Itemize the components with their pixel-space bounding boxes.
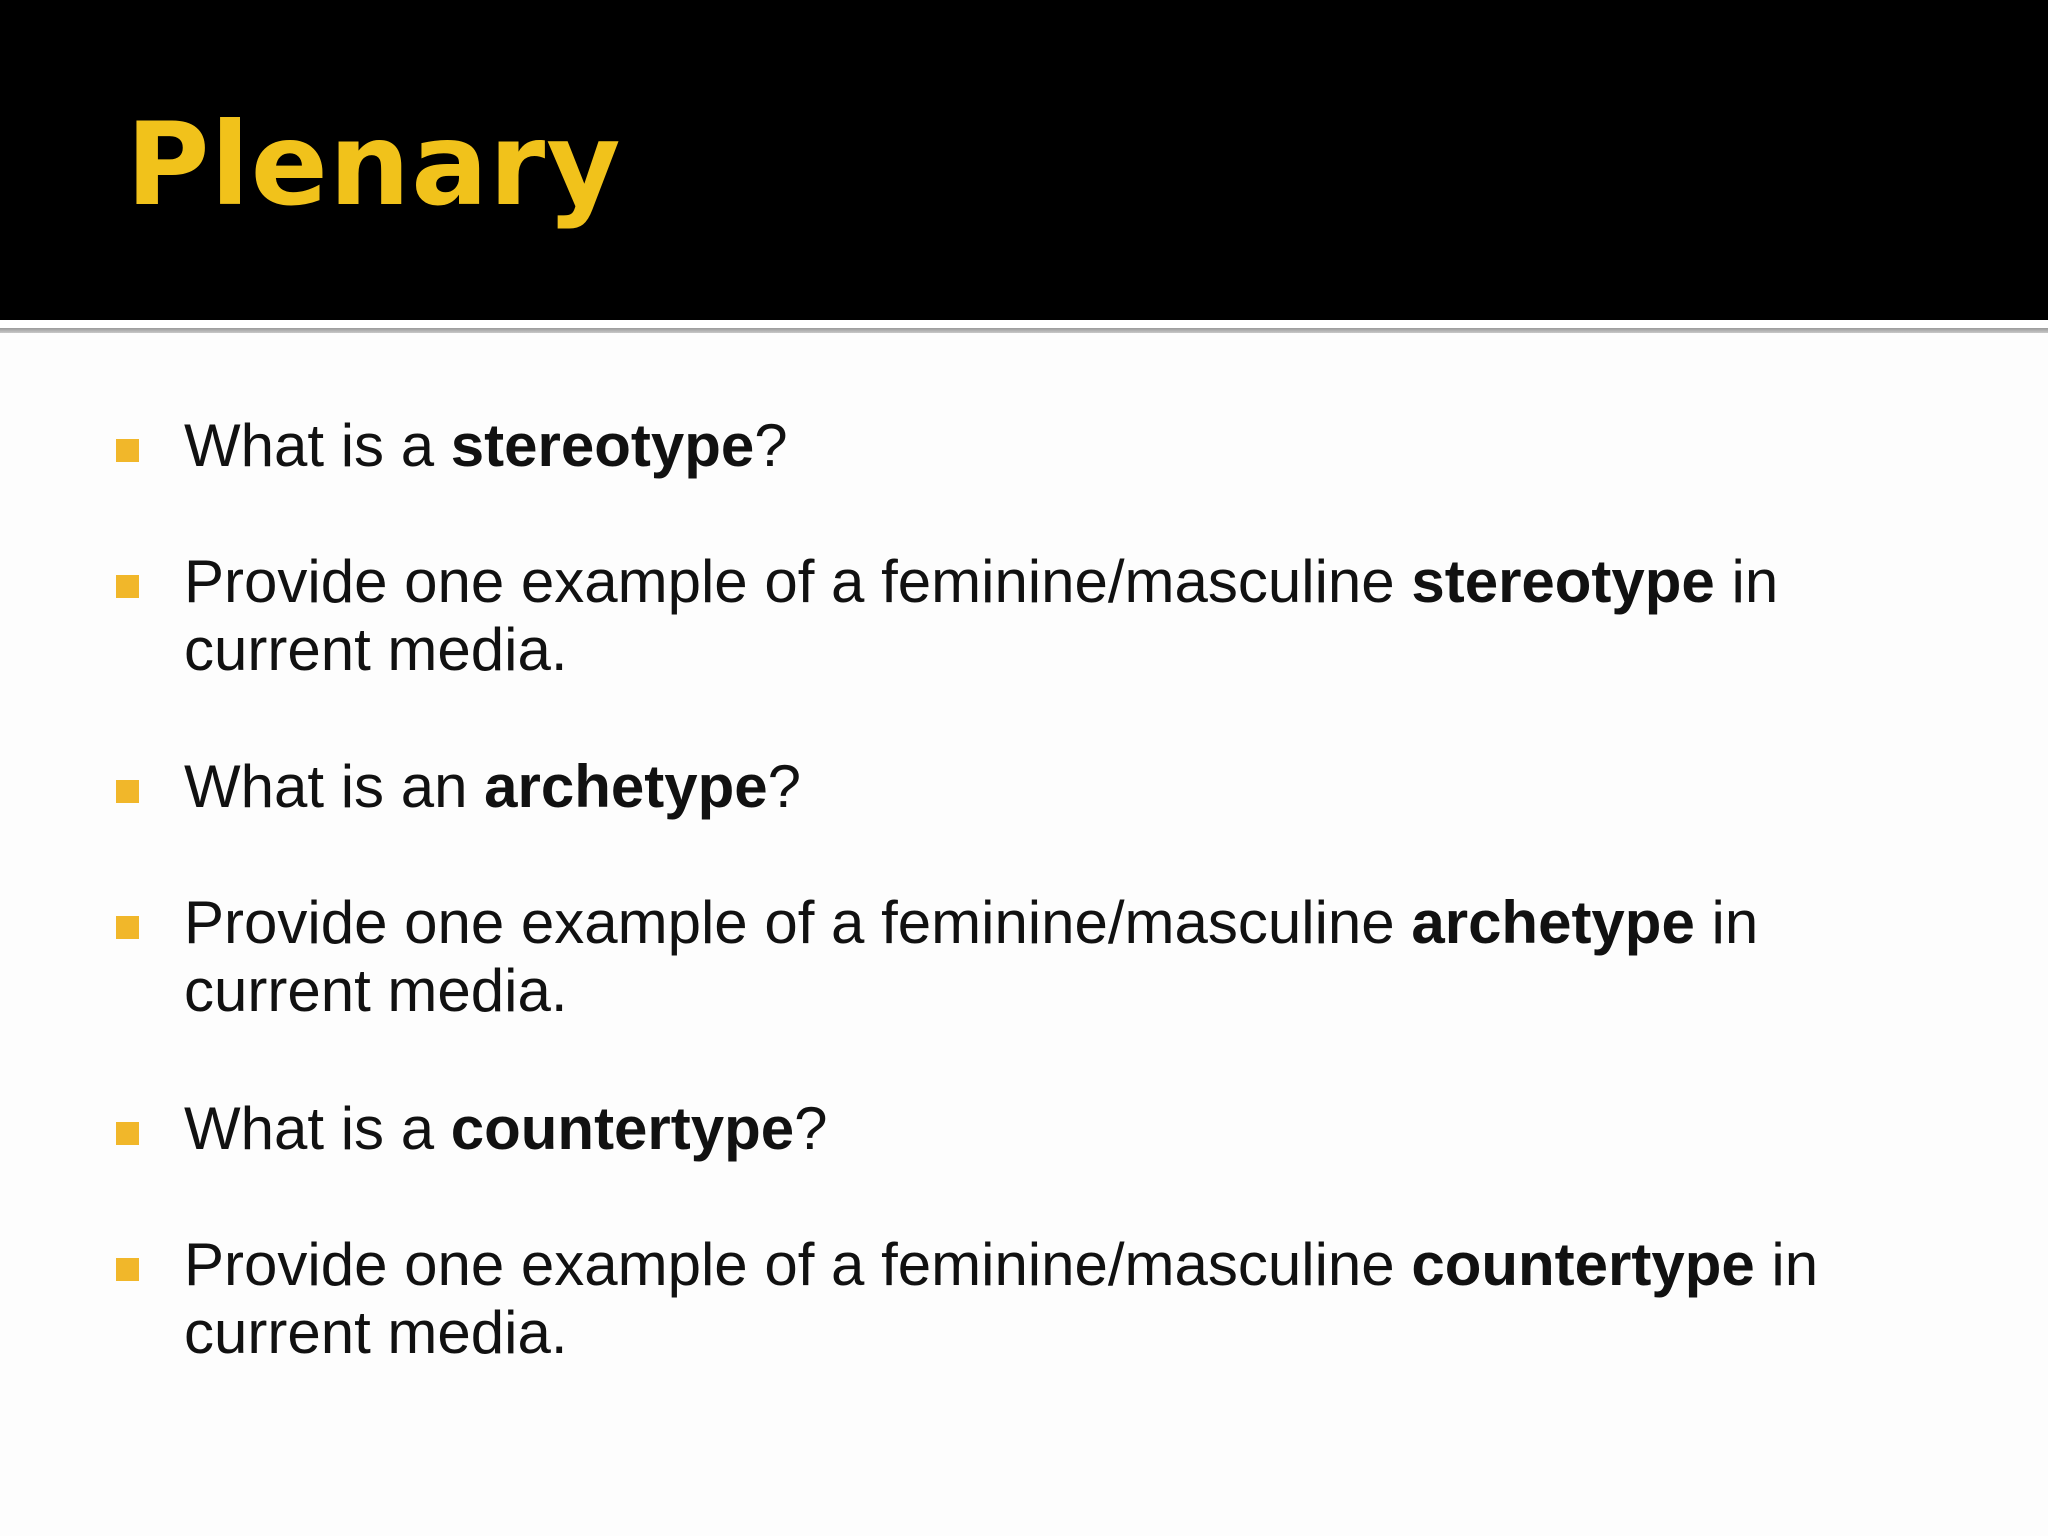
bullet-text-after: in current media.: [184, 548, 1779, 683]
bullet-term: stereotype: [450, 412, 755, 479]
square-bullet-icon: [116, 780, 139, 803]
bullet-text-after: ?: [794, 1095, 828, 1162]
bullet-text-before: Provide one example of a feminine/masculine: [184, 1231, 1412, 1298]
bullet-text-after: ?: [754, 412, 788, 479]
bullet-text-after: in current media.: [184, 889, 1759, 1024]
bullet-text-before: Provide one example of a feminine/masculine: [184, 548, 1412, 615]
bullet-text-after: ?: [767, 753, 801, 820]
bullet-term: archetype: [1411, 889, 1695, 956]
bullet-text: [184, 1231, 1944, 1367]
bullet-text: [184, 889, 1944, 1025]
bullet-text-before: What is an: [184, 753, 485, 820]
bullet-text: [184, 412, 1944, 480]
bullet-term: archetype: [484, 753, 768, 820]
bullet-text: [184, 548, 1944, 684]
bullet-term: countertype: [450, 1095, 795, 1162]
square-bullet-icon: [116, 1122, 139, 1145]
bullet-text: [184, 1095, 1944, 1163]
square-bullet-icon: [116, 1258, 139, 1281]
bullet-text-after: in current media.: [184, 1231, 1819, 1366]
square-bullet-icon: [116, 916, 139, 939]
bullet-text-before: Provide one example of a feminine/masculine: [184, 889, 1412, 956]
bullet-term: countertype: [1411, 1231, 1755, 1298]
bullet-text-before: What is a: [184, 412, 451, 479]
square-bullet-icon: [116, 439, 139, 462]
slide-title: Plenary: [126, 98, 622, 231]
bullet-text-before: What is a: [184, 1095, 451, 1162]
square-bullet-icon: [116, 575, 139, 598]
bullet-term: stereotype: [1411, 548, 1715, 615]
bullet-text: [184, 753, 1944, 821]
